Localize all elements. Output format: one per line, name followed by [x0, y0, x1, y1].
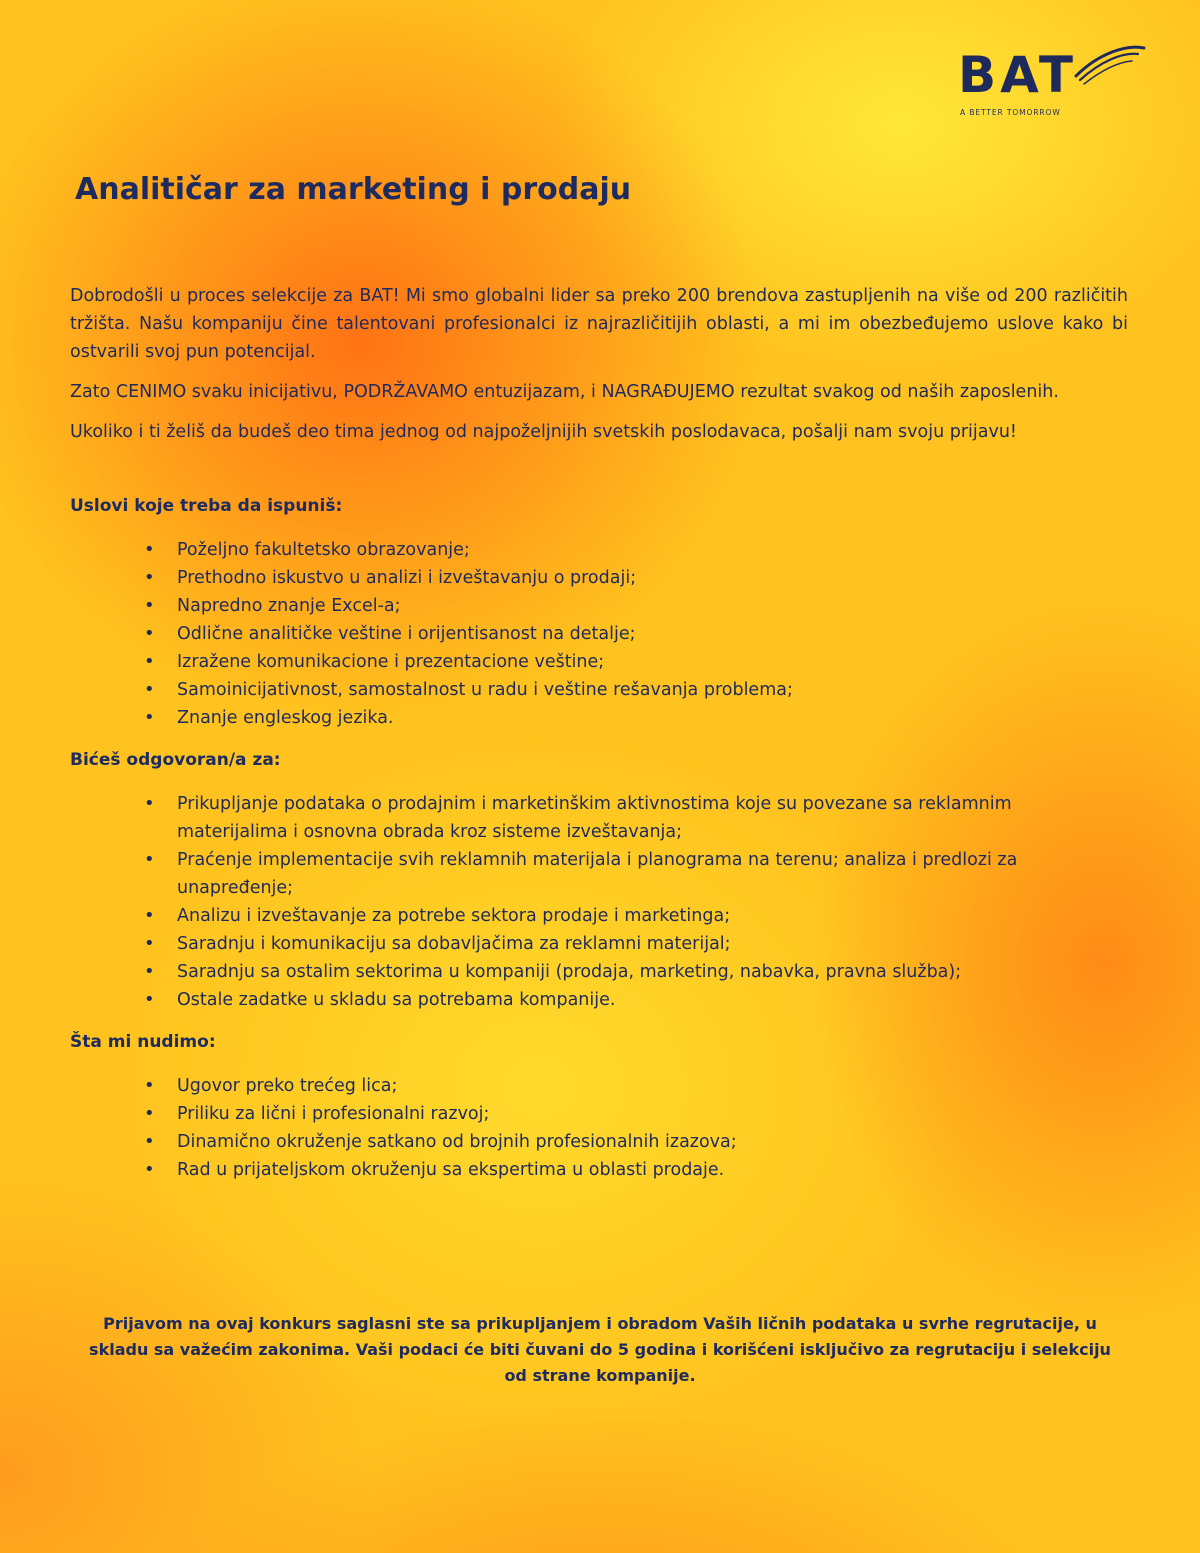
job-title: Analitičar za marketing i prodaju	[75, 172, 632, 207]
intro-paragraph: Ukoliko i ti želiš da budeš deo tima jednog od najpoželjnijih svetskih poslodavaca, pošalji nam svoju prijavu!	[70, 422, 1017, 442]
job-description	[70, 282, 1128, 1184]
logo-wordmark: BAT	[958, 46, 1078, 104]
list-item: • Dinamično okruženje satkano od brojnih profesionalnih izazova;	[177, 1128, 1128, 1156]
list-item: • Saradnju i komunikaciju sa dobavljačima za reklamni materijal;	[177, 930, 1128, 958]
logo-tagline: A BETTER TOMORROW	[960, 108, 1061, 117]
intro-paragraph: Dobrodošli u proces selekcije za BAT! Mi smo globalni lider sa preko 200 brendova zastupljenih na više od 200 različitih tržišta. Našu kompaniju čine talentovani profesionalci iz najrazličitijih oblasti, a mi im obezbeđujemo uslove kako bi ostvarili svoj pun potencijal.	[70, 286, 1128, 362]
list-item: • Samoinicijativnost, samostalnost u radu i veštine rešavanja problema;	[177, 676, 1128, 704]
list-item: • Poželjno fakultetsko obrazovanje;	[177, 536, 1128, 564]
requirements-list	[70, 536, 1128, 732]
list-item: • Izražene komunikacione i prezentacione veštine;	[177, 648, 1128, 676]
list-item: • Saradnju sa ostalim sektorima u kompaniji (prodaja, marketing, nabavka, pravna služba);	[177, 958, 1128, 986]
list-item: • Priliku za lični i profesionalni razvoj;	[177, 1100, 1128, 1128]
requirements-heading: Uslovi koje treba da ispuniš:	[70, 496, 343, 516]
list-item: • Znanje engleskog jezika.	[177, 704, 1128, 732]
offer-list	[70, 1072, 1128, 1184]
responsibilities-heading: Bićeš odgovoran/a za:	[70, 750, 281, 770]
list-item: • Ostale zadatke u skladu sa potrebama kompanije.	[177, 986, 1128, 1014]
list-item: • Praćenje implementacije svih reklamnih materijala i planograma na terenu; analiza i predlozi za unapređenje;	[177, 846, 1128, 902]
bat-logo	[958, 36, 1148, 120]
list-item: • Prethodno iskustvo u analizi i izveštavanju o prodaji;	[177, 564, 1128, 592]
list-item: • Prikupljanje podataka o prodajnim i marketinškim aktivnostima koje su povezane sa reklamnim materijalima i osnovna obrada kroz sisteme izveštavanja;	[177, 790, 1128, 846]
list-item: • Ugovor preko trećeg lica;	[177, 1072, 1128, 1100]
responsibilities-list	[70, 790, 1128, 1014]
privacy-note: Prijavom na ovaj konkurs saglasni ste sa prikupljanjem i obradom Vaših ličnih podataka u svrhe regrutacije, u skladu sa važećim zakonima. Vaši podaci će biti čuvani do 5 godina i korišćeni isključivo za regrutaciju i selekciju od strane kompanije.	[89, 1314, 1111, 1385]
list-item: • Analizu i izveštavanje za potrebe sektora prodaje i marketinga;	[177, 902, 1128, 930]
list-item: • Odlične analitičke veštine i orijentisanost na detalje;	[177, 620, 1128, 648]
list-item: • Rad u prijateljskom okruženju sa ekspertima u oblasti prodaje.	[177, 1156, 1128, 1184]
intro-paragraph: Zato CENIMO svaku inicijativu, PODRŽAVAMO entuzijazam, i NAGRAĐUJEMO rezultat svakog od naših zaposlenih.	[70, 382, 1059, 402]
offer-heading: Šta mi nudimo:	[70, 1032, 216, 1052]
list-item: • Napredno znanje Excel-a;	[177, 592, 1128, 620]
